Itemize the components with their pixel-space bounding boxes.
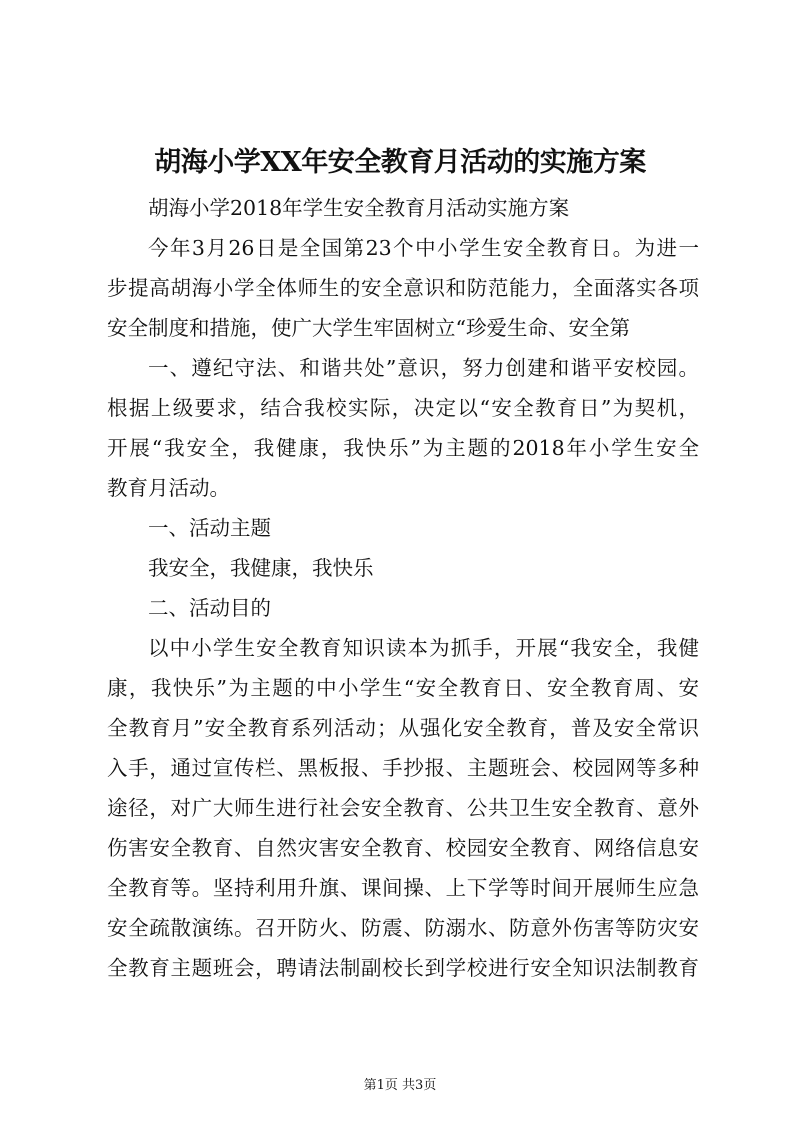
- paragraph-line: 以中小学生安全教育知识读本为抓手，开展“我安全，我健: [148, 636, 699, 660]
- paragraph-line: 教育月活动。: [107, 476, 230, 500]
- paragraph-line: 伤害安全教育、自然灾害安全教育、校园安全教育、网络信息安: [107, 836, 699, 860]
- paragraph-line: 康，我快乐”为主题的中小学生“安全教育日、安全教育周、安: [107, 676, 699, 700]
- document-title: 胡海小学XX年安全教育月活动的实施方案: [154, 147, 646, 178]
- paragraph-line: 今年3月26日是全国第23个中小学生安全教育日。为进一: [148, 236, 699, 260]
- paragraph-line: 安全疏散演练。召开防火、防震、防溺水、防意外伤害等防灾安: [107, 916, 699, 940]
- page-number: 第1页 共3页: [363, 1078, 437, 1093]
- paragraph-line: 根据上级要求，结合我校实际，决定以“安全教育日”为契机，: [107, 396, 699, 420]
- paragraph-line: 开展“我安全，我健康，我快乐”为主题的2018年小学生安全: [107, 436, 699, 460]
- section-heading: 一、活动主题: [148, 516, 271, 540]
- subtitle-line: 胡海小学2018年学生安全教育月活动实施方案: [148, 196, 570, 220]
- paragraph-line: 全教育月”安全教育系列活动；从强化安全教育，普及安全常识: [107, 716, 699, 740]
- paragraph-line: 一、遵纪守法、和谐共处”意识，努力创建和谐平安校园。: [148, 356, 699, 380]
- paragraph-line: 全教育等。坚持利用升旗、课间操、上下学等时间开展师生应急: [107, 876, 699, 900]
- paragraph-line: 安全制度和措施，使广大学生牢固树立“珍爱生命、安全第: [107, 316, 630, 340]
- paragraph-line: 入手，通过宣传栏、黑板报、手抄报、主题班会、校园网等多种: [107, 756, 699, 780]
- document-body: [107, 188, 699, 988]
- paragraph-line: 我安全，我健康，我快乐: [148, 556, 374, 580]
- paragraph-line: 全教育主题班会，聘请法制副校长到学校进行安全知识法制教育: [107, 956, 699, 980]
- paragraph-line: 步提高胡海小学全体师生的安全意识和防范能力，全面落实各项: [107, 276, 699, 300]
- section-heading: 二、活动目的: [148, 596, 271, 620]
- paragraph-line: 途径，对广大师生进行社会安全教育、公共卫生安全教育、意外: [107, 796, 699, 820]
